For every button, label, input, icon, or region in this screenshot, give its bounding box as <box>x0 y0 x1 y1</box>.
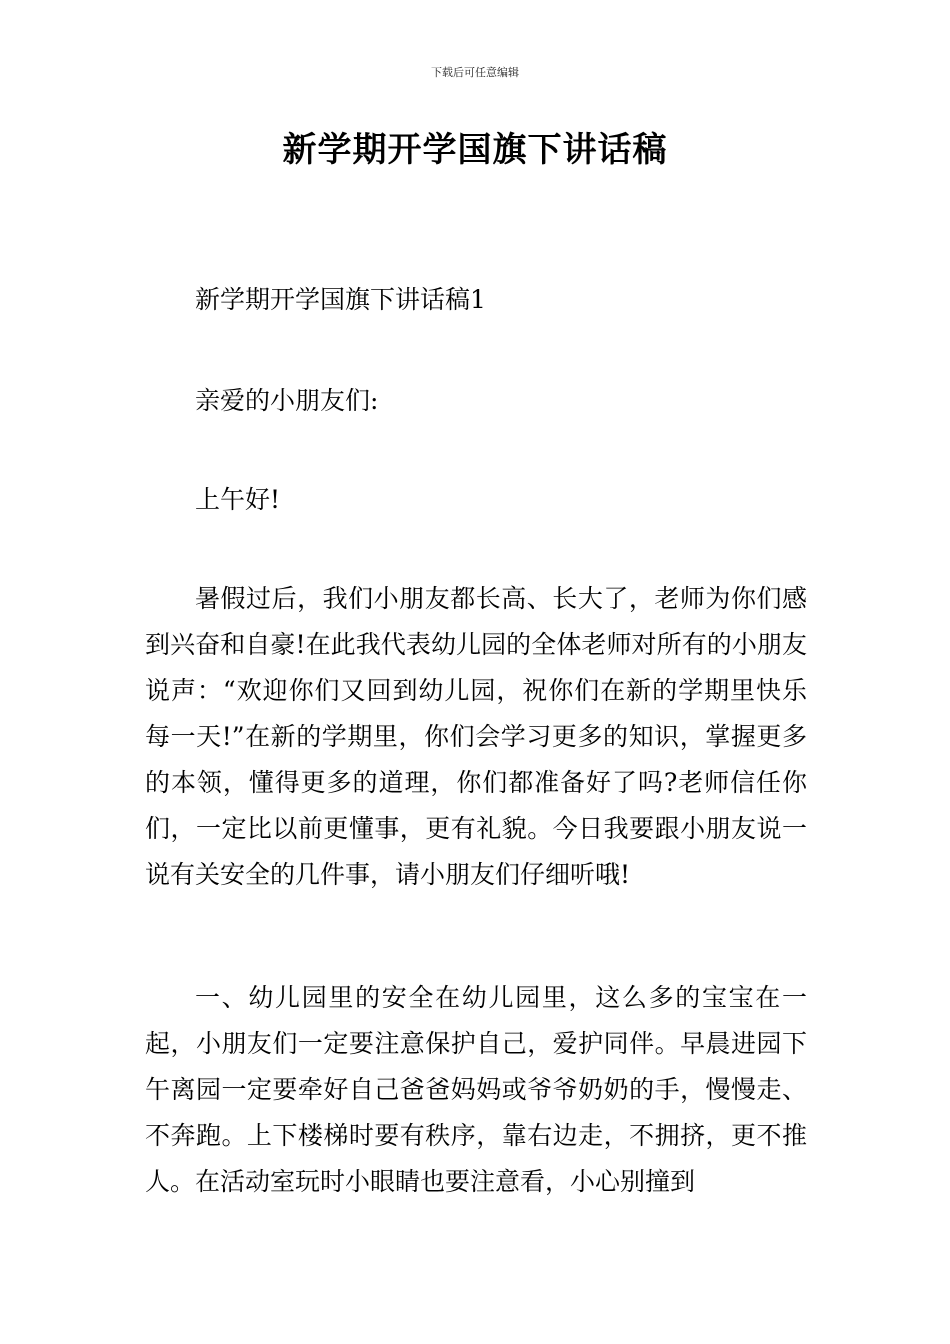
greeting: 上午好! <box>195 485 281 514</box>
header-note: 下载后可任意编辑 <box>431 66 519 79</box>
salutation: 亲爱的小朋友们: <box>195 386 379 415</box>
paragraph-intro: 暑假过后，我们小朋友都长高、长大了，老师为你们感到兴奋和自豪!在此我代表幼儿园的全体老师对所有的小朋友说声：“欢迎你们又回到幼儿园，祝你们在新的学期里快乐每一天!”在新的学期里，你们会学习更多的知识，掌握更多的本领，懂得更多的道理，你们都准备好了吗?老师信任你们，一定比以前更懂事，更有礼貌。今日我要跟小朋友说一说有关安全的几件事，请小朋友们仔细听哦! <box>145 584 807 889</box>
document-title: 新学期开学国旗下讲话稿 <box>282 130 668 170</box>
paragraph-kindergarten-safety: 一、幼儿园里的安全在幼儿园里，这么多的宝宝在一起，小朋友们一定要注意保护自己，爱护同伴。早晨进园下午离园一定要牵好自己爸爸妈妈或爷爷奶奶的手，慢慢走、不奔跑。上下楼梯时要有秩序，靠右边走，不拥挤，更不推人。在活动室玩时小眼睛也要注意看，小心别撞到 <box>145 983 807 1196</box>
section-heading: 新学期开学国旗下讲话稿1 <box>195 285 486 314</box>
